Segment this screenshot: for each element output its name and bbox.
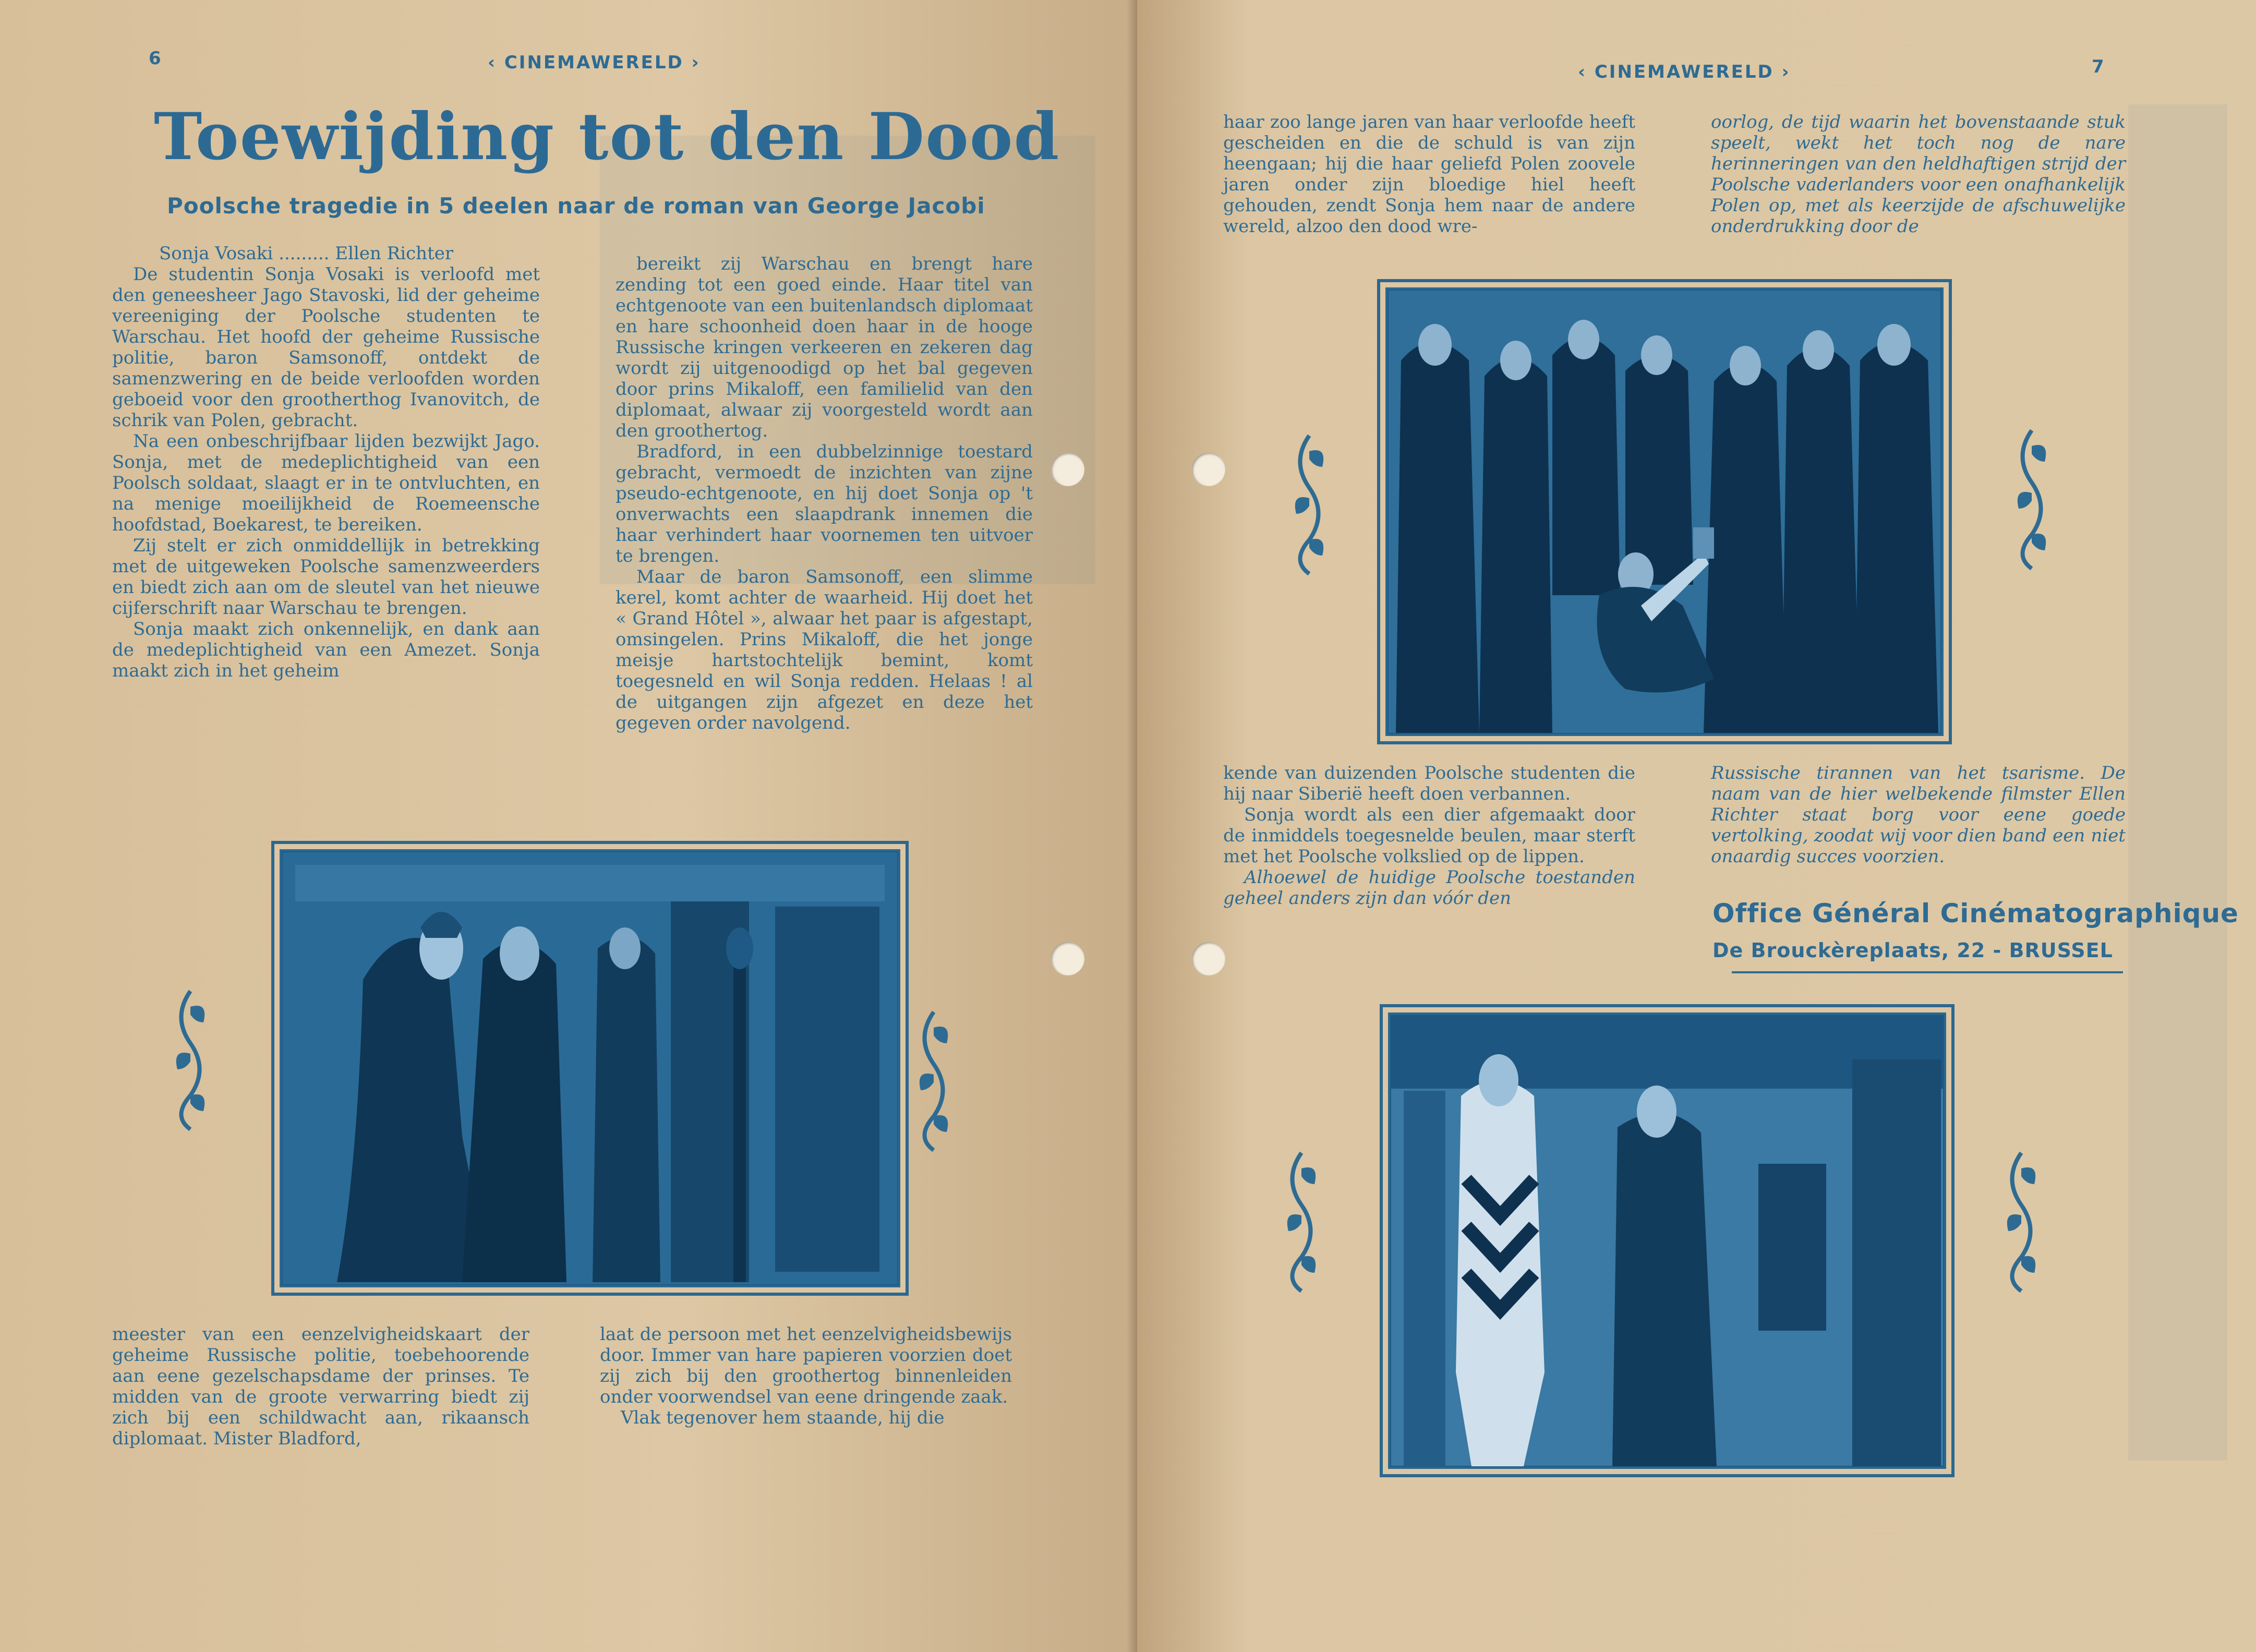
- running-header: ‹ CINEMAWERELD ›: [488, 52, 701, 73]
- paragraph: Na een onbeschrijfbaar lijden bezwijkt Jago. Sonja, met de medeplichtigheid van een Poolsch soldaat, slaagt er in te ontvluchten, en na menige moeilijkheid de Roemeensche hoofdstad, Boekarest, te bereiken.: [112, 431, 540, 535]
- paragraph: Maar de baron Samsonoff, een slimme kerel, komt achter de waarheid. Hij doet het « Grand Hôtel », alwaar het paar is afgestapt, omsingelen. Prins Mikaloff, die het jonge meisje hartstochtelijk bemint, komt toegesneld en wil Sonja redden. Helaas ! al de uitgangen zijn afgezet en deze het gegeven order navolgend.: [616, 566, 1033, 733]
- show-through-shadow: [2128, 104, 2227, 1461]
- page-number: 7: [2092, 56, 2104, 77]
- paragraph: Alhoewel de huidige Poolsche toestanden geheel anders zijn dan vóór den: [1223, 867, 1635, 909]
- floral-ornament-icon: [910, 1007, 957, 1153]
- paragraph: kende van duizenden Poolsche studenten die hij naar Siberië heeft doen verbannen.: [1223, 763, 1635, 804]
- film-still-photo: [1377, 279, 1952, 744]
- paragraph: oorlog, de tijd waarin het bovenstaande stuk speelt, wekt het toch nog de nare herinneringen van den heldhaftigen strijd der Poolsche vaderlanders voor een onafhankelijk Polen op, met als keerzijde de afschuwelijke onderdrukking door de: [1711, 112, 2126, 237]
- right-page: [1137, 0, 2256, 1652]
- punch-hole: [1192, 453, 1225, 486]
- film-still-photo: [1380, 1004, 1955, 1477]
- paragraph: haar zoo lange jaren van haar verloofde heeft gescheiden en die de schuld is van zijn heengaan; hij die haar geliefd Polen zoovele jaren onder zijn bloedige hiel heeft gehouden, zendt Sonja hem naar de andere wereld, alzoo den dood wre-: [1223, 112, 1635, 237]
- article-subtitle: Poolsche tragedie in 5 deelen naar de roman van George Jacobi: [167, 193, 985, 219]
- distributor-name: Office Général Cinématographique: [1712, 898, 2239, 929]
- text-column-2-bottom: [600, 1324, 1012, 1428]
- paragraph: Sonja maakt zich onkennelijk, en dank aan de medeplichtigheid van een Amezet. Sonja maakt zich in het geheim: [112, 619, 540, 681]
- paragraph: De studentin Sonja Vosaki is verloofd met den geneesheer Jago Stavoski, lid der geheime vereeniging der Poolsche studenten te Warschau. Het hoofd der geheime Russische politie, baron Samsonoff, ontdekt de samenzwering en de beide verloofden worden geboeid voor den grootherthog Ivanovitch, de schrik van Polen, gebracht.: [112, 264, 540, 431]
- paragraph: bereikt zij Warschau en brengt hare zending tot een goed einde. Haar titel van echtgenoote van een buitenlandsch diplomaat en hare schoonheid doen haar in de hooge Russische kringen verkeeren en zekeren dag wordt zij uitgenoodigd op het bal gegeven door prins Mikaloff, een familielid van den diplomaat, alwaar zij voorgesteld wordt aan den groothertog.: [616, 254, 1033, 441]
- punch-hole: [1192, 942, 1225, 975]
- text-column-1-middle: [1223, 763, 1635, 909]
- floral-ornament-icon: [167, 986, 214, 1132]
- text-column-1-top: [1223, 112, 1635, 237]
- floral-ornament-icon: [1286, 430, 1333, 576]
- film-still-photo: [271, 841, 909, 1296]
- paragraph: Vlak tegenover hem staande, hij die: [621, 1407, 945, 1428]
- page-number: 6: [149, 48, 161, 69]
- floral-ornament-icon: [1998, 1148, 2045, 1294]
- floral-ornament-icon: [1278, 1148, 1325, 1294]
- paragraph: Bradford, in een dubbelzinnige toestard gebracht, vermoedt de inzichten van zijne pseudo-echtgenoote, en hij doet Sonja op 't onverwachts een slaapdrank innemen die haar verhindert haar voornemen ten uitvoer te brengen.: [616, 441, 1033, 566]
- punch-hole: [1051, 942, 1084, 975]
- film-still-image: [274, 844, 906, 1293]
- punch-hole: [1051, 453, 1084, 486]
- cast-line: Sonja Vosaki ......... Ellen Richter: [159, 243, 454, 264]
- text-column-1: [112, 243, 540, 681]
- paragraph: laat de persoon met het eenzelvigheidsbewijs door. Immer van hare papieren voorzien doet zij zich bij den groothertog binnenleiden onder voorwendsel van eene dringende zaak.: [600, 1324, 1012, 1407]
- text-column-2: [616, 254, 1033, 733]
- paragraph: Russische tirannen van het tsarisme. De naam van de hier welbekende filmster Ellen Richter staat borg voor eene goede vertolking, zoodat wij voor dien band een niet onaardig succes voorzien.: [1711, 763, 2126, 867]
- text-column-1-bottom: [112, 1324, 529, 1449]
- paragraph: Zij stelt er zich onmiddellijk in betrekking met de uitgeweken Poolsche samenzweerders en biedt zich aan om de sleutel van het nieuwe cijferschrift naar Warschau te brengen.: [112, 535, 540, 619]
- article-title: Toewijding tot den Dood: [154, 99, 1060, 175]
- paragraph: meester van een eenzelvigheidskaart der geheime Russische politie, toebehoorende aan eene gezelschapsdame der prinses. Te midden van de groote verwarring biedt zij zich bij een schildwacht aan, rikaansch diplomaat. Mister Bladford,: [112, 1324, 529, 1449]
- divider: [1732, 971, 2123, 973]
- running-header: ‹ CINEMAWERELD ›: [1578, 62, 1791, 82]
- film-still-image: [1383, 1007, 1951, 1474]
- distributor-address: De Brouckèreplaats, 22 - BRUSSEL: [1712, 939, 2113, 962]
- film-still-image: [1380, 282, 1949, 741]
- paragraph: Sonja wordt als een dier afgemaakt door de inmiddels toegesnelde beulen, maar sterft met het Poolsche volkslied op de lippen.: [1223, 804, 1635, 867]
- floral-ornament-icon: [2008, 425, 2055, 571]
- text-column-2-middle: [1711, 763, 2126, 867]
- text-column-2-top: [1711, 112, 2126, 237]
